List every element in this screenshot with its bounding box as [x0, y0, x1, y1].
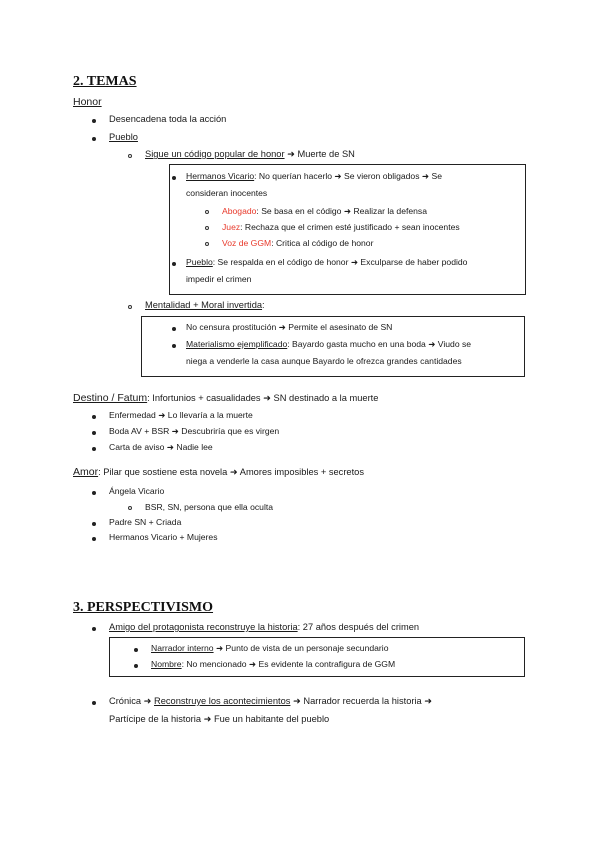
- cronica-label: Crónica ➜: [109, 696, 154, 706]
- amor-label: Amor: [73, 466, 99, 478]
- amor-heading: [73, 466, 364, 478]
- destino-label: Destino / Fatum: [73, 392, 148, 404]
- abogado-label: Abogado: [222, 206, 257, 216]
- prostitucion-item: No censura prostitución ➜ Permite el asesinato de SN: [186, 322, 393, 332]
- mentalidad-rest: :: [262, 300, 265, 310]
- pueblo-box-label: Pueblo: [186, 257, 213, 267]
- bullet-icon: [92, 627, 96, 631]
- nombre-item: [151, 659, 395, 670]
- destino-item: Enfermedad ➜ Lo llevaría a la muerte: [109, 410, 253, 420]
- materialismo-text: : Bayardo gasta mucho en una boda ➜ Viudo se: [287, 339, 472, 349]
- nombre-text: : No mencionado ➜ Es evidente la contrafigura de GGM: [181, 659, 396, 669]
- bullet-icon: [92, 431, 96, 435]
- circle-bullet-icon: [205, 242, 209, 246]
- materialismo-item: [186, 339, 471, 350]
- bullet-icon: [92, 415, 96, 419]
- narrador-item: [151, 643, 388, 654]
- mentalidad-label: Mentalidad + Moral invertida: [145, 300, 263, 310]
- bullet-icon: [134, 648, 138, 652]
- amor-text: : Pilar que sostiene esta novela ➜ Amores imposibles + secretos: [98, 467, 365, 477]
- section-title-temas: 2. TEMAS: [73, 74, 137, 89]
- pueblo-box-text-cont: impedir el crimen: [186, 274, 252, 284]
- bullet-icon: [92, 491, 96, 495]
- juez-label: Juez: [222, 222, 241, 232]
- honor-heading: Honor: [73, 96, 102, 108]
- voz-text: : Critica al código de honor: [271, 238, 374, 248]
- cronica-text: ➜ Narrador recuerda la historia ➜: [290, 696, 433, 706]
- materialismo-text-cont: niega a venderle la casa aunque Bayardo le ofrezca grandes cantidades: [186, 356, 462, 366]
- subitem-rest: ➜ Muerte de SN: [284, 149, 355, 159]
- bullet-icon: [172, 327, 176, 331]
- materialismo-label: Materialismo ejemplificado: [186, 339, 288, 349]
- honor-item: Desencadena toda la acción: [109, 114, 227, 124]
- bullet-icon: [92, 447, 96, 451]
- circle-bullet-icon: [128, 305, 132, 309]
- bullet-icon: [92, 522, 96, 526]
- circle-bullet-icon: [128, 154, 132, 158]
- narrador-label: Narrador interno: [151, 643, 214, 653]
- section-title-perspectivismo: 3. PERSPECTIVISMO: [73, 600, 214, 615]
- subitem-underlined: Sigue un código popular de honor: [145, 149, 285, 159]
- amor-item: Hermanos Vicario + Mujeres: [109, 532, 218, 542]
- destino-item: Carta de aviso ➜ Nadie lee: [109, 442, 213, 452]
- amigo-label: Amigo del protagonista reconstruye la historia: [109, 622, 298, 632]
- circle-bullet-icon: [205, 226, 209, 230]
- bullet-icon: [172, 262, 176, 266]
- hermanos-text-cont: consideran inocentes: [186, 188, 268, 198]
- bullet-icon: [134, 664, 138, 668]
- bullet-icon: [92, 537, 96, 541]
- pueblo-box-text: : Se respalda en el código de honor ➜ Exculparse de haber podido: [212, 257, 468, 267]
- amor-subitem: BSR, SN, persona que ella oculta: [145, 502, 274, 512]
- juez-item: [222, 222, 460, 232]
- destino-text: : Infortunios + casualidades ➜ SN destinado a la muerte: [147, 393, 379, 403]
- abogado-item: [222, 206, 427, 217]
- circle-bullet-icon: [128, 506, 132, 510]
- mentalidad-subitem: [145, 300, 265, 310]
- hermanos-label: Hermanos Vicario: [186, 171, 255, 181]
- juez-text: : Rechaza que el crimen esté justificado + sean inocentes: [240, 222, 460, 232]
- cronica-text-cont: Partícipe de la historia ➜ Fue un habitante del pueblo: [109, 714, 330, 724]
- cronica-underlined: Reconstruye los acontecimientos: [154, 696, 291, 706]
- bullet-icon: [92, 701, 96, 705]
- voz-item: [222, 238, 373, 248]
- hermanos-text: : No querían hacerlo ➜ Se vieron obligados ➜ Se: [254, 171, 442, 181]
- circle-bullet-icon: [205, 210, 209, 214]
- bullet-icon: [92, 119, 96, 123]
- bullet-icon: [172, 344, 176, 348]
- amor-item: Padre SN + Criada: [109, 517, 182, 527]
- pueblo-subitem: [145, 149, 355, 160]
- cronica-item: [109, 696, 432, 707]
- hermanos-item: [186, 171, 442, 182]
- destino-item: Boda AV + BSR ➜ Descubriría que es virgen: [109, 426, 280, 436]
- pueblo-box-item: [186, 257, 467, 268]
- voz-label: Voz de GGM: [222, 238, 272, 248]
- nombre-label: Nombre: [151, 659, 182, 669]
- bullet-icon: [92, 137, 96, 141]
- abogado-text: : Se basa en el código ➜ Realizar la defensa: [256, 206, 428, 216]
- pueblo-item: Pueblo: [109, 132, 138, 142]
- amigo-text: : 27 años después del crimen: [297, 622, 420, 632]
- narrador-text: ➜ Punto de vista de un personaje secundario: [213, 643, 389, 653]
- destino-heading: [73, 392, 378, 404]
- amor-item: Ángela Vicario: [109, 486, 165, 496]
- bullet-icon: [172, 176, 176, 180]
- amigo-item: [109, 622, 419, 632]
